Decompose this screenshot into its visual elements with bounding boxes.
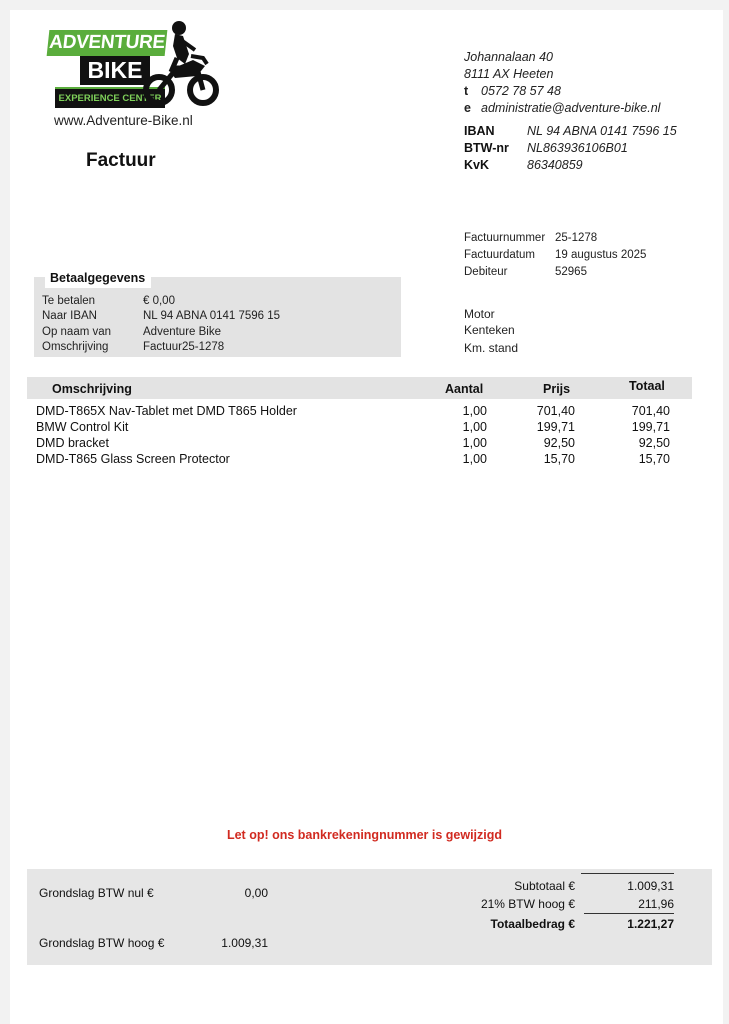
company-iban: NL 94 ABNA 0141 7596 15: [527, 124, 677, 138]
pay-value: Factuur25-1278: [143, 341, 225, 353]
row-description: DMD-T865 Glass Screen Protector: [36, 452, 230, 466]
bank-change-warning: Let op! ons bankrekeningnummer is gewijzigd: [226, 828, 503, 842]
company-email[interactable]: administratie@adventure-bike.nl: [481, 101, 661, 115]
subtotal-value: 1.009,31: [627, 879, 674, 893]
btw-label: BTW-nr: [464, 141, 509, 155]
invoice-number-label: Factuurnummer: [464, 232, 546, 244]
row-total: 701,40: [631, 404, 670, 418]
col-description: Omschrijving: [52, 382, 132, 396]
company-kvk: 86340859: [527, 158, 583, 172]
base-zero-value: 0,00: [244, 886, 268, 900]
col-qty: Aantal: [445, 382, 484, 396]
total-value: 1.221,27: [627, 917, 674, 931]
row-qty: 1,00: [462, 452, 487, 466]
row-price: 199,71: [536, 420, 575, 434]
pay-label: Omschrijving: [42, 341, 109, 353]
row-total: 92,50: [638, 436, 670, 450]
pay-label: Te betalen: [42, 295, 96, 307]
base-zero-label: Grondslag BTW nul €: [39, 886, 154, 900]
pay-label: Naar IBAN: [42, 310, 97, 322]
row-description: DMD-T865X Nav-Tablet met DMD T865 Holder: [36, 404, 297, 418]
website-link[interactable]: www.Adventure-Bike.nl: [54, 113, 193, 128]
subtotal-label: Subtotaal €: [514, 879, 575, 893]
payment-details-title: Betaalgegevens: [45, 268, 151, 288]
motor-label: Motor: [464, 307, 495, 321]
company-street: Johannalaan 40: [464, 50, 553, 64]
debtor-label: Debiteur: [464, 266, 508, 278]
sum-rule-top: [581, 873, 674, 874]
row-price: 701,40: [536, 404, 575, 418]
logo-adventure: ADVENTURE: [47, 30, 168, 56]
logo-experience-center: EXPERIENCE CENTER: [55, 87, 165, 108]
debtor-number: 52965: [555, 266, 587, 278]
invoice-date: 19 augustus 2025: [555, 249, 647, 261]
company-city: 8111 AX Heeten: [464, 67, 554, 81]
kvk-label: KvK: [464, 158, 490, 172]
email-label: e: [464, 101, 471, 115]
row-qty: 1,00: [462, 420, 487, 434]
row-total: 15,70: [638, 452, 670, 466]
km-label: Km. stand: [464, 341, 519, 355]
iban-label: IBAN: [464, 124, 495, 138]
vat-value: 211,96: [638, 897, 674, 911]
row-qty: 1,00: [462, 404, 487, 418]
pay-value: Adventure Bike: [143, 326, 221, 338]
col-total: Totaal: [629, 379, 665, 393]
row-price: 92,50: [543, 436, 575, 450]
row-description: DMD bracket: [36, 436, 109, 450]
vat-label: 21% BTW hoog €: [480, 897, 575, 911]
motorcycle-icon: [143, 20, 223, 108]
sum-rule-bottom: [584, 913, 674, 914]
base-high-label: Grondslag BTW hoog €: [39, 936, 165, 950]
total-label: Totaalbedrag €: [490, 917, 575, 931]
page-title: Factuur: [86, 150, 156, 171]
logo-bike: BIKE: [80, 56, 150, 85]
pay-label: Op naam van: [42, 326, 112, 338]
row-total: 199,71: [631, 420, 670, 434]
row-price: 15,70: [543, 452, 575, 466]
row-qty: 1,00: [462, 436, 487, 450]
pay-value: NL 94 ABNA 0141 7596 15: [143, 310, 281, 322]
company-phone: 0572 78 57 48: [481, 84, 561, 98]
invoice-number: 25-1278: [555, 232, 598, 244]
col-price: Prijs: [543, 382, 571, 396]
company-btw: NL863936106B01: [527, 141, 628, 155]
base-high-value: 1.009,31: [221, 936, 268, 950]
plate-label: Kenteken: [464, 323, 515, 337]
pay-value: € 0,00: [143, 295, 175, 307]
row-description: BMW Control Kit: [36, 420, 129, 434]
invoice-date-label: Factuurdatum: [464, 249, 535, 261]
phone-label: t: [464, 84, 469, 98]
